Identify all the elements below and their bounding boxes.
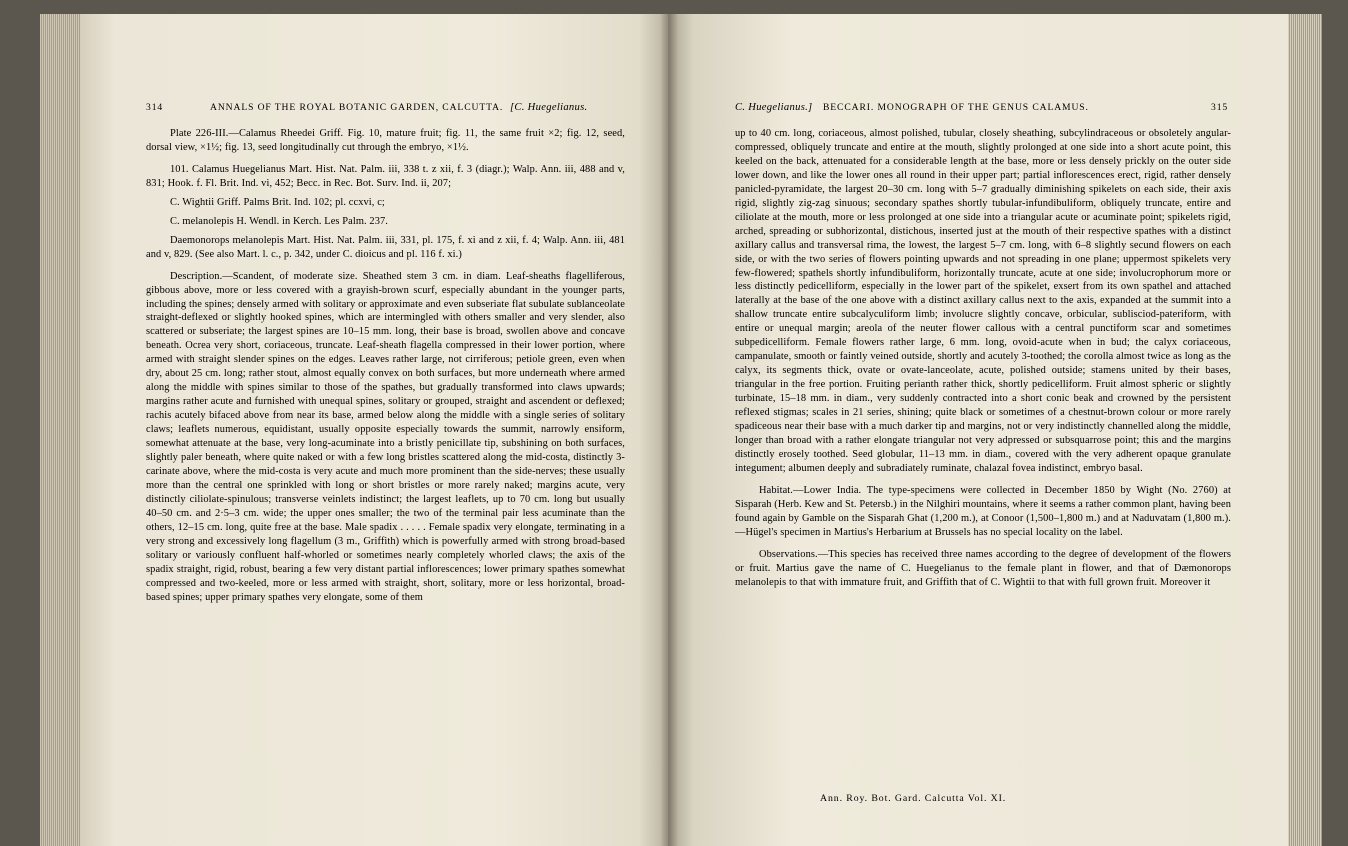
left-page-content [146, 101, 625, 605]
right-running-head-species: C. Huegelianus.] [735, 102, 813, 113]
plate-caption: Plate 226-III.—Calamus Rheedei Griff. Fig. 10, mature fruit; fig. 11, the same fruit ×2; fig. 12, seed, dorsal view, ×1½; fig. 13, seed longitudinally cut through the embryo, ×1½. [146, 128, 625, 153]
right-running-header [735, 101, 1231, 115]
left-page-edges [40, 14, 80, 846]
synonym-melanolepis: C. melanolepis H. Wendl. in Kerch. Les Palm. 237. [170, 215, 388, 227]
book-gutter [660, 14, 678, 846]
synonym-wightii: C. Wightii Griff. Palms Brit. Ind. 102; pl. ccxvi, c; [170, 196, 385, 208]
observations-paragraph: Observations.—This species has received three names according to the degree of development of the flowers or fruit. Martius gave the name of C. Huegelianus to the female plant in flower, and that of Dæmonorops melanolepis to that with immature fruit, and Griffith that of C. Wightii to that with full grown fruit. Moreover it [735, 548, 1231, 588]
species-heading: 101. Calamus Huegelianus Mart. Hist. Nat. Palm. iii, 338 t. z xii, f. 3 (diagr.); Walp. Ann. iii, 488 and v, 831; Hook. f. Fl. Brit. Ind. vi, 452; Becc. in Rec. Bot. Surv. Ind. ii, 207; [146, 163, 625, 189]
spacer [146, 262, 625, 270]
left-running-header [146, 101, 625, 115]
left-page-number: 314 [146, 102, 164, 113]
right-page-content [735, 101, 1231, 590]
spacer [146, 155, 625, 163]
habitat-paragraph: Habitat.—Lower India. The type-specimens were collected in December 1850 by Wight (No. 2760) at Sisparah (Herb. Kew and St. Petersb.) in the Nilghiri mountains, where it seems a rather common plant, having been found again by Gamble on the Sisparah Ghat (1,200 m.), at Conoor (1,500–1,800 m.) and at Naduvatam (1,800 m.).—Hügel's specimen in Martius's Herbarium at Brussels has no special locality on the label. [735, 484, 1231, 538]
description-paragraph: Description.—Scandent, of moderate size. Sheathed stem 3 cm. in diam. Leaf-sheaths flagelliferous, gibbous above, more or less covered with a grayish-brown scurf, especially abundant in the younger parts, including the spines; densely armed with solitary or approximate and even subseriate flat subulate sublanceolate straight-deflexed or slightly hooked spines, which are intermingled with others smaller and very slender, also scattered or subseriate; the largest spines are 10–15 mm. long, their base is broad, swollen above and concave beneath. Ocrea very short, coriaceous, truncate. Leaf-sheath flagella compressed in their lower portion, where armed with straight slender spines on the edges. Leaves rather large, not cirriferous; petiole green, even when dry, about 25 cm. long; rather stout, almost equally convex on both surfaces, but more underneath where armed along the middle with spines similar to those of the spathes, but gradually transformed into claws upwards; margins rather acute and furnished with unequal spines, solitary or grouped, straight and ascendent or deflexed; rachis acutely bifaced above from near its base, armed below along the middle with a single series of solitary claws; leaflets numerous, equidistant, usually opposite especially towards the summit, narrowly ensiform, somewhat attenuate at the base, very long-acuminate into a bristly penicillate tip, subshining on both surfaces, slightly paler beneath, where quite naked or with a few long bristles scattered along the mid-costa, distinctly 3-carinate above, where the mid-costa is very acute and much more prominent than the side-nerves; these usually more than the central one sprinkled with long or short bristles or more rarely naked; margins acute, very distinctly ciliolate-spinulous; transverse veinlets indistinct; the largest leaflets, up to 70 cm. long but usually 40–50 cm. and 2·5–3 cm. wide; the upper ones smaller; the two of the terminal pair less acuminate than the others, 12–15 cm. long, quite free at the base. Male spadix . . . . . Female spadix very elongate, terminating in a very strong and excessively long flagellum (3 m., Griffith) which is powerfully armed with strong broad-based solitary or variously confluent half-whorled or sometimes nearly completely whorled claws; the axis of the spadix straight, rigid, robust, bearing a few very distant partial inflorescences; lower primary spathes somewhat compressed and two-keeled, more or less armed with straight, short, solitary, more or less horizontal, broad-based spines; upper primary spathes very elongate, some of them [146, 270, 625, 603]
description-continued: up to 40 cm. long, coriaceous, almost polished, tubular, closely sheathing, subcylindraceous or obsoletely angular-compressed, obliquely truncate and entire at the mouth, slightly prolonged at one side into a short acute point, this keeled on the back, attenuated for a considerable length at the base, more or less densely prickly on the outer side lower down, and like the lower ones all round in their upper part; partial inflorescences erect, rigid, rather densely panicled-pyramidate, the largest 20–30 cm. long with 5–7 gradually diminishing spikelets on each side, their axis rigid, slightly zig-zag sinuous; secondary spathes shortly tubular-infundibuliform, obliquely truncate, entire and ciliolate at the mouth, more or less prolonged at one side into a triangular acute or acuminate point; spikelets rigid, arched, spreading or subhorizontal, distichous, inserted just at the mouth of their respective spathes with a distinct axillary callus and transversal rima, the lowest, the largest 5–7 cm. long, with 6–8 slightly secund flowers on each side, or with the two series of flowers pointing upwards and not spreading in one plane; uppermost spikelets very few-flowered; spathels shortly infundibuliform, horizontally truncate, acute at one side; involucrophorum more or less distinctly pedicelliform, especially in the lower part of the spikelet, exsert from its own spathel and attached laterally at the base of the one above with a distinct axillary callus next to the axis, expanded at the summit into a shallow truncate entire subcalyculiform limb; involucre slightly concave, orbicular, sublisciod-pateriform, with entire or unequal margin; areola of the neuter flower callous with a central punctiform scar and sometimes subpedicelliform. Female flowers rather large, 6 mm. long, ovoid-acute when in bud; the calyx coriaceous, campanulate, smooth or faintly veined outside, shortly and acutely 3-toothed; the corolla almost twice as long as the calyx, its segments thick, ovate or ovate-lanceolate, acute, polished outside; stamens united by their bases, triangular in the free portion. Fruiting perianth rather thick, shortly pedicelliform. Fruit almost spheric or slightly turbinate, 15–18 mm. in diam., very suddenly contracted into a short conic beak and crowned by the persistent reflexed stigmas; scales in 21 series, shining; quite black or sometimes of a chestnut-brown colour or more rarely spadiceous near their base with a much darker tip and margins, not or very indistinctly channelled along the middle, longer than broad with a rather elongate triangular not very adpressed or subsquarrose point; this and the margins distinctly erosely toothed. Seed globular, 11–13 mm. in diam., covered with the very adherent opaque granulate integument; albumen deeply and subradiately ruminate, chalazal fovea indistinct, embryo basal. [735, 128, 1231, 474]
left-running-head-species: [C. Huegelianus. [510, 102, 588, 113]
synonym-daemonorops: Daemonorops melanolepis Mart. Hist. Nat. Palm. iii, 331, pl. 175, f. xi and z xii, f. 4; Walp. Ann. iii, 481 and v, 829. (See also Mart. l. c., p. 342, under C. dioicus and pl. 116 f. xi.) [146, 234, 625, 260]
spacer [735, 540, 1231, 548]
left-running-head: ANNALS OF THE ROYAL BOTANIC GARDEN, CALCUTTA. [210, 102, 504, 113]
right-page-edges [1288, 14, 1322, 846]
spacer [735, 476, 1231, 484]
right-page-footer: Ann. Roy. Bot. Gard. Calcutta Vol. XI. [820, 793, 1007, 804]
right-running-head: BECCARI. MONOGRAPH OF THE GENUS CALAMUS. [823, 102, 1089, 113]
right-page-number: 315 [1211, 102, 1229, 113]
